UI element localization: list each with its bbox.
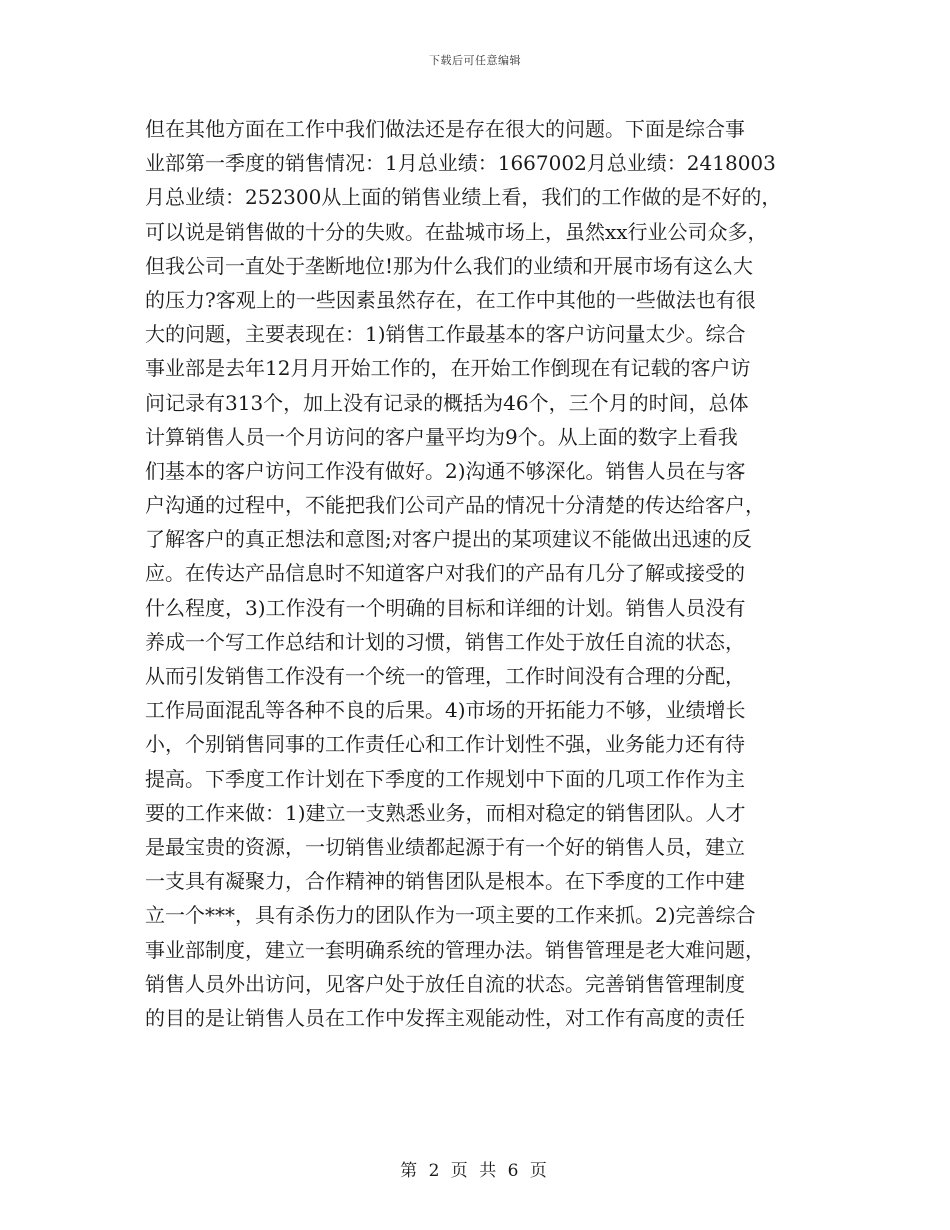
text-line: 计算销售人员一个月访问的客户量平均为9个。从上面的数字上看我 [145, 424, 738, 449]
text-line: 业部第一季度的销售情况：1月总业绩：1667002月总业绩：2418003 [145, 151, 776, 176]
text-line: 户沟通的过程中，不能把我们公司产品的情况十分清楚的传达给客户， [145, 493, 765, 518]
text-line: 问记录有313个，加上没有记录的概括为46个，三个月的时间，总体 [145, 390, 749, 415]
text-line: 提高。下季度工作计划在下季度的工作规划中下面的几项工作作为主 [145, 766, 745, 791]
text-line: 什么程度，3)工作没有一个明确的目标和详细的计划。销售人员没有 [145, 595, 746, 620]
text-line: 立一个***，具有杀伤力的团队作为一项主要的工作来抓。2)完善综合 [145, 903, 756, 928]
body-text [145, 112, 805, 1035]
text-line: 一支具有凝聚力，合作精神的销售团队是根本。在下季度的工作中建 [145, 869, 745, 894]
text-line: 销售人员外出访问，见客户处于放任自流的状态。完善销售管理制度 [145, 971, 745, 996]
text-line: 养成一个写工作总结和计划的习惯，销售工作处于放任自流的状态， [145, 629, 745, 654]
text-line: 但在其他方面在工作中我们做法还是存在很大的问题。下面是综合事 [145, 117, 745, 141]
text-line: 了解客户的真正想法和意图;对客户提出的某项建议不能做出迅速的反 [145, 527, 752, 552]
text-line: 从而引发销售工作没有一个统一的管理，工作时间没有合理的分配， [145, 664, 745, 688]
text-line: 但我公司一直处于垄断地位!那为什么我们的业绩和开展市场有这么大 [145, 253, 754, 278]
text-line: 可以说是销售做的十分的失败。在盐城市场上，虽然xx行业公司众多， [145, 219, 768, 244]
text-line: 大的问题，主要表现在：1)销售工作最基本的客户访问量太少。综合 [145, 322, 746, 347]
text-line: 要的工作来做：1)建立一支熟悉业务，而相对稳定的销售团队。人才 [145, 800, 746, 825]
text-line: 小，个别销售同事的工作责任心和工作计划性不强，业务能力还有待 [145, 732, 745, 757]
text-line: 工作局面混乱等各种不良的后果。4)市场的开拓能力不够，业绩增长 [145, 698, 746, 723]
text-line: 是最宝贵的资源，一切销售业绩都起源于有一个好的销售人员，建立 [145, 834, 745, 859]
text-line: 事业部制度，建立一套明确系统的管理办法。销售管理是老大难问题， [145, 937, 765, 962]
text-line: 事业部是去年12月月开始工作的，在开始工作倒现在有记载的客户访 [145, 356, 751, 381]
text-line: 应。在传达产品信息时不知道客户对我们的产品有几分了解或接受的 [145, 561, 745, 586]
text-line: 们基本的客户访问工作没有做好。2)沟通不够深化。销售人员在与客 [145, 458, 746, 483]
text-line: 月总业绩：252300从上面的销售业绩上看，我们的工作做的是不好的， [145, 185, 782, 210]
page-number-footer: 第 2 页 共 6 页 [400, 1161, 550, 1181]
page-header: 下载后可任意编辑 [429, 54, 521, 67]
text-line: 的目的是让销售人员在工作中发挥主观能动性，对工作有高度的责任 [145, 1005, 745, 1030]
text-line: 的压力?客观上的一些因素虽然存在，在工作中其他的一些做法也有很 [145, 287, 756, 312]
